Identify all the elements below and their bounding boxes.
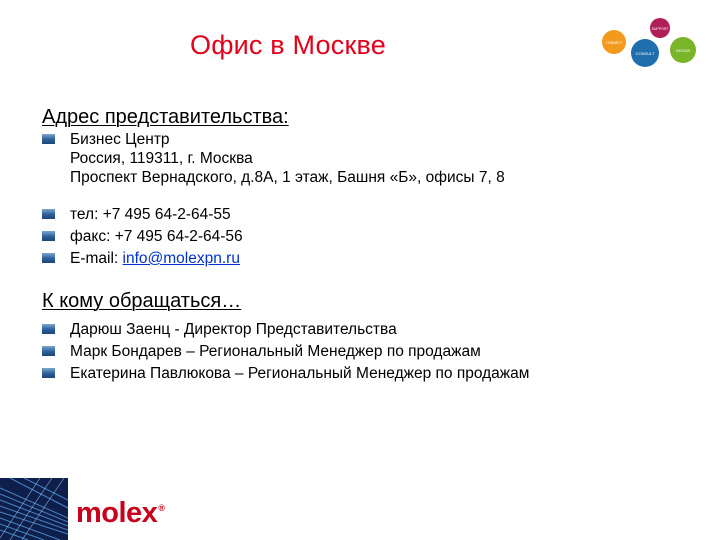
phone-text: тел: +7 495 64-2-64-55 xyxy=(70,206,231,223)
circle-label-connect: CONNECT xyxy=(605,41,623,45)
email-link[interactable]: info@molexpn.ru xyxy=(122,250,240,267)
circle-label-consult: CONSULT xyxy=(635,51,655,56)
contacts-list xyxy=(42,320,529,386)
list-item xyxy=(42,130,505,187)
bullet-square-icon xyxy=(42,209,55,219)
list-item xyxy=(42,364,529,383)
contact-person: Марк Бондарев – Региональный Менеджер по продажам xyxy=(70,343,481,360)
bullet-square-icon xyxy=(42,368,55,378)
list-item xyxy=(42,342,529,361)
brand-name: molex xyxy=(76,497,158,529)
email-label: E-mail: xyxy=(70,250,123,267)
contact-person: Дарюш Заенц - Директор Представительства xyxy=(70,321,397,338)
address-line: Проспект Вернадского, д.8А, 1 этаж, Башня «Б», офисы 7, 8 xyxy=(70,169,505,186)
molex-wave-graphic xyxy=(0,478,68,540)
circle-label-design: DESIGN xyxy=(675,49,691,53)
molex-logo xyxy=(76,497,163,530)
address-line: Россия, 119311, г. Москва xyxy=(70,150,253,167)
bullet-square-icon xyxy=(42,134,55,144)
address-line: Бизнес Центр xyxy=(70,131,170,148)
registered-mark: ® xyxy=(158,503,165,513)
fax-text: факс: +7 495 64-2-64-56 xyxy=(70,228,243,245)
contacts-heading: К кому обращаться… xyxy=(42,290,242,312)
address-heading: Адрес представительства: xyxy=(42,106,289,128)
list-item xyxy=(42,205,243,224)
address-block xyxy=(42,130,505,187)
contact-details xyxy=(42,205,243,271)
list-item xyxy=(42,249,243,268)
list-item xyxy=(42,227,243,246)
bullet-square-icon xyxy=(42,324,55,334)
list-item xyxy=(42,320,529,339)
service-circles-logo xyxy=(595,14,705,74)
circle-label-support: SUPPORT xyxy=(651,27,669,31)
contact-person: Екатерина Павлюкова – Региональный Менеджер по продажам xyxy=(70,365,530,382)
slide-title: Офис в Москве xyxy=(190,30,386,60)
bullet-square-icon xyxy=(42,231,55,241)
bullet-square-icon xyxy=(42,346,55,356)
bullet-square-icon xyxy=(42,253,55,263)
